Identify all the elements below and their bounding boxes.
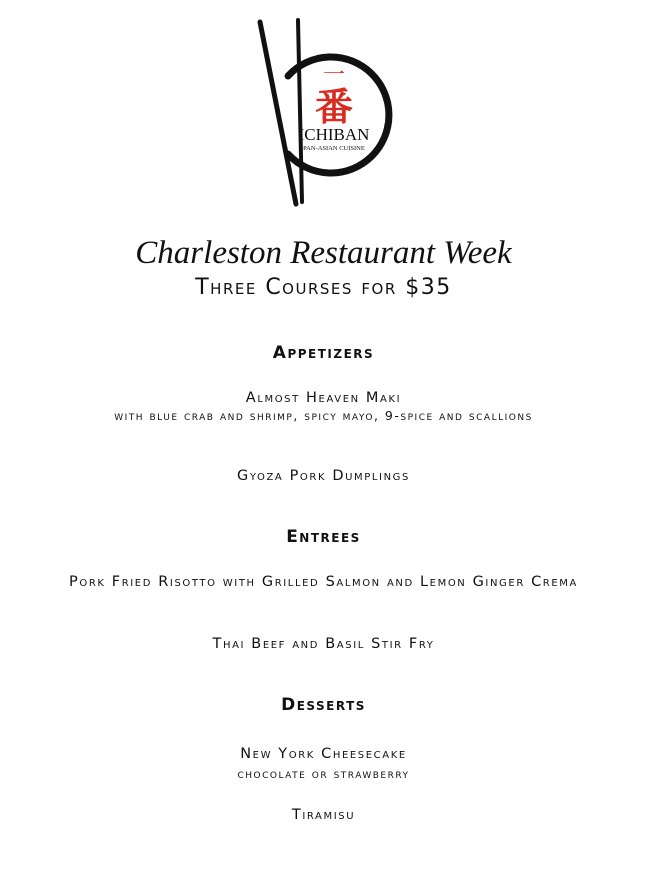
menu-item-pork-fried-risotto: Pork Fried Risotto with Grilled Salmon and Lemon Ginger Crema [69, 574, 578, 590]
menu-item-new-york-cheesecake: New York Cheesecake [240, 746, 407, 762]
menu-item-description: with blue crab and shrimp, spicy mayo, 9-spice and scallions [114, 408, 533, 423]
page-subtitle: Three Courses for $35 [195, 275, 452, 300]
menu-item-gyoza-pork-dumplings: Gyoza Pork Dumplings [237, 468, 410, 484]
menu-item-tiramisu: Tiramisu [291, 807, 356, 823]
logo-kanji-top: 一 [322, 63, 346, 88]
section-heading-appetizers: Appetizers [272, 343, 375, 363]
section-heading-desserts: Desserts [281, 695, 366, 715]
logo-name: ICHIBAN [298, 125, 370, 144]
menu-item-thai-beef-basil: Thai Beef and Basil Stir Fry [212, 636, 435, 652]
menu-item-almost-heaven-maki: Almost Heaven Maki [245, 390, 402, 406]
logo-kanji-bottom: 番 [314, 84, 354, 129]
page-title: Charleston Restaurant Week [135, 235, 512, 271]
menu-item-description: chocolate or strawberry [237, 766, 410, 781]
restaurant-logo [0, 0, 647, 220]
section-heading-entrees: Entrees [286, 527, 361, 547]
chopsticks-bowl-logo-icon [240, 14, 410, 209]
logo-tagline: PAN-ASIAN CUISINE [303, 145, 365, 152]
